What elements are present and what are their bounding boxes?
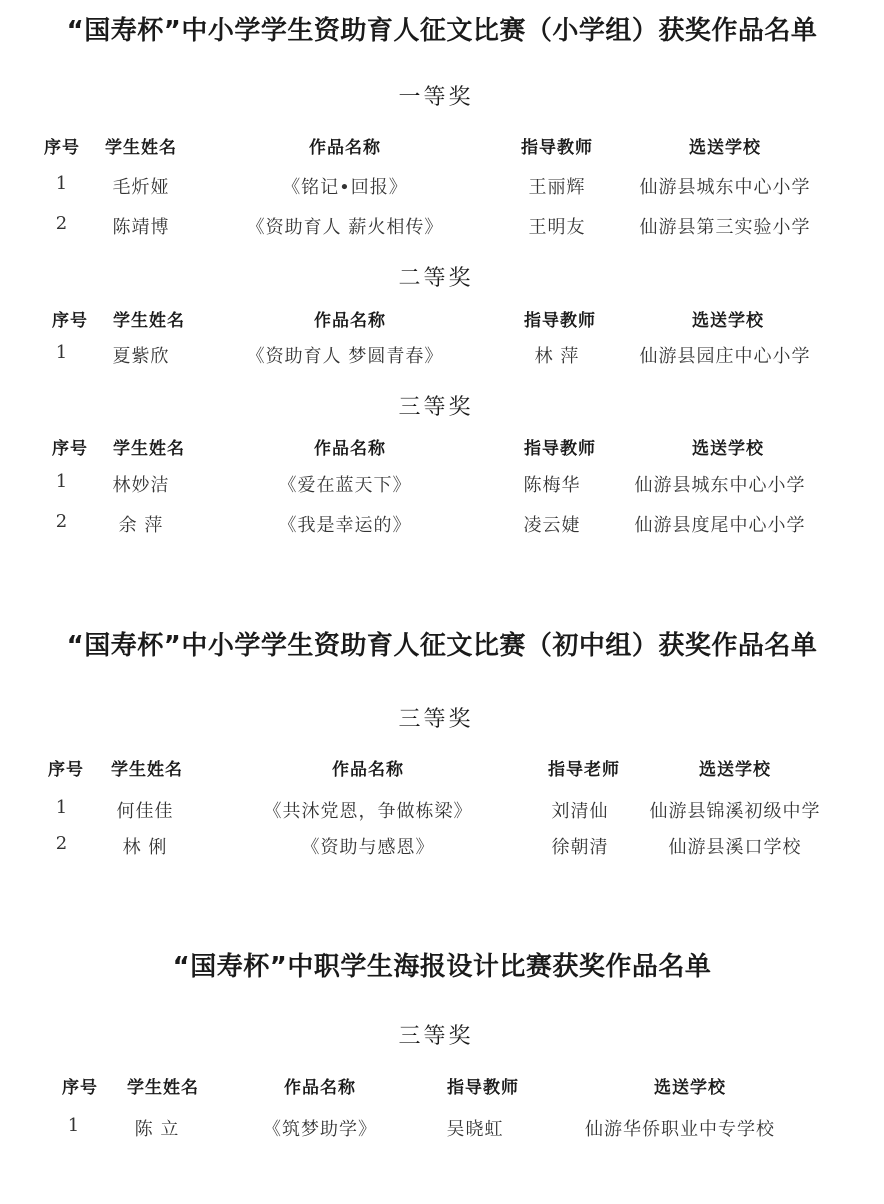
column-header-index: 序号	[48, 760, 84, 780]
column-header-index: 序号	[44, 138, 80, 158]
column-header-student: 学生姓名	[113, 439, 185, 459]
award-heading-third-prize: 三等奖	[398, 1024, 474, 1049]
row-index: 2	[55, 213, 69, 234]
row-index: 1	[55, 471, 69, 492]
column-header-work-title: 作品名称	[284, 1078, 356, 1098]
column-header-index: 序号	[52, 311, 88, 331]
row-work-title: 《共沐党恩，争做栋梁》	[263, 801, 473, 822]
row-teacher: 凌云婕	[523, 515, 581, 536]
award-heading-third-prize: 三等奖	[398, 707, 474, 732]
row-school: 仙游华侨职业中专学校	[585, 1119, 775, 1140]
column-header-teacher: 指导教师	[521, 138, 593, 158]
column-header-work-title: 作品名称	[309, 138, 381, 158]
section-title-primary: “国寿杯”中小学学生资助育人征文比赛（小学组）获奖作品名单	[66, 16, 818, 46]
row-teacher: 王明友	[528, 217, 586, 238]
column-header-school: 选送学校	[692, 311, 764, 331]
column-header-school: 选送学校	[689, 138, 761, 158]
row-school: 仙游县度尾中心小学	[634, 515, 806, 536]
section-title-vocational: “国寿杯”中职学生海报设计比赛获奖作品名单	[172, 952, 712, 982]
row-work-title: 《筑梦助学》	[263, 1119, 377, 1140]
row-student-name: 林 俐	[122, 837, 168, 858]
column-header-school: 选送学校	[692, 439, 764, 459]
column-header-teacher: 指导教师	[524, 439, 596, 459]
column-header-teacher: 指导教师	[447, 1078, 519, 1098]
row-student-name: 林妙洁	[112, 475, 170, 496]
row-teacher: 陈梅华	[523, 475, 581, 496]
row-work-title: 《铭记•回报》	[282, 177, 408, 198]
row-school: 仙游县园庄中心小学	[639, 346, 811, 367]
row-work-title: 《爱在蓝天下》	[278, 475, 412, 496]
row-index: 1	[55, 797, 69, 818]
column-header-work-title: 作品名称	[314, 311, 386, 331]
row-work-title: 《我是幸运的》	[278, 515, 412, 536]
column-header-teacher: 指导教师	[524, 311, 596, 331]
column-header-student: 学生姓名	[105, 138, 177, 158]
column-header-school: 选送学校	[654, 1078, 726, 1098]
row-index: 2	[55, 833, 69, 854]
row-teacher: 王丽辉	[528, 177, 586, 198]
row-teacher: 刘清仙	[551, 801, 609, 822]
row-school: 仙游县城东中心小学	[634, 475, 806, 496]
row-work-title: 《资助育人 梦圆青春》	[246, 346, 444, 367]
column-header-student: 学生姓名	[111, 760, 183, 780]
column-header-school: 选送学校	[699, 760, 771, 780]
column-header-index: 序号	[62, 1078, 98, 1098]
row-student-name: 毛炘娅	[112, 177, 170, 198]
column-header-teacher: 指导老师	[548, 760, 620, 780]
row-teacher: 林 萍	[534, 346, 580, 367]
column-header-student: 学生姓名	[127, 1078, 199, 1098]
row-school: 仙游县城东中心小学	[639, 177, 811, 198]
row-school: 仙游县第三实验小学	[639, 217, 811, 238]
row-student-name: 陈 立	[134, 1119, 180, 1140]
row-teacher: 徐朝清	[551, 837, 609, 858]
column-header-student: 学生姓名	[113, 311, 185, 331]
row-student-name: 余 萍	[118, 515, 164, 536]
award-heading-first-prize: 一等奖	[398, 85, 474, 110]
row-school: 仙游县溪口学校	[668, 837, 802, 858]
column-header-work-title: 作品名称	[332, 760, 404, 780]
row-teacher: 吴晓虹	[446, 1119, 504, 1140]
column-header-work-title: 作品名称	[314, 439, 386, 459]
row-school: 仙游县锦溪初级中学	[649, 801, 821, 822]
row-index: 1	[55, 342, 69, 363]
section-title-junior-high: “国寿杯”中小学学生资助育人征文比赛（初中组）获奖作品名单	[66, 631, 818, 661]
row-student-name: 陈靖博	[112, 217, 170, 238]
row-student-name: 夏紫欣	[112, 346, 170, 367]
row-student-name: 何佳佳	[116, 801, 174, 822]
award-heading-second-prize: 二等奖	[398, 266, 474, 291]
column-header-index: 序号	[52, 439, 88, 459]
row-index: 2	[55, 511, 69, 532]
row-index: 1	[55, 173, 69, 194]
award-heading-third-prize: 三等奖	[398, 395, 474, 420]
row-work-title: 《资助与感恩》	[301, 837, 435, 858]
row-work-title: 《资助育人 薪火相传》	[246, 217, 444, 238]
row-index: 1	[67, 1115, 81, 1136]
